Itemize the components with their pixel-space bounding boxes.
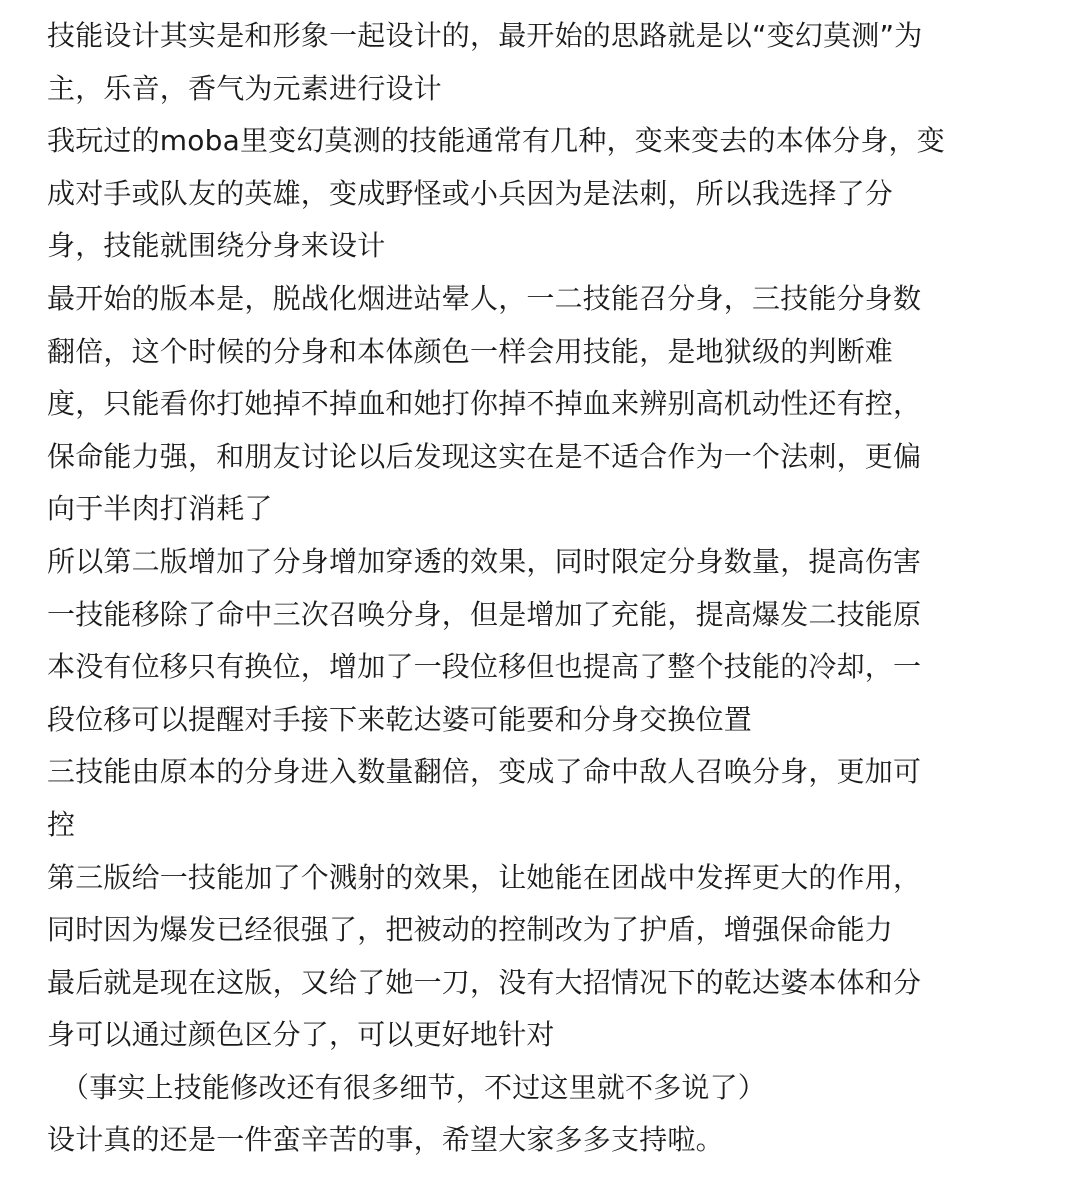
text-line: （事实上技能修改还有很多细节，不过这里就不多说了）	[61, 1070, 767, 1104]
text-line: 本没有位移只有换位，增加了一段位移但也提高了整个技能的冷却，一	[47, 650, 922, 684]
text-line: 度，只能看你打她掉不掉血和她打你掉不掉血来辨别高机动性还有控，	[47, 387, 922, 421]
text-line: 向于半肉打消耗了	[47, 492, 273, 526]
text-line: 最后就是现在这版，又给了她一刀，没有大招情况下的乾达婆本体和分	[47, 965, 922, 999]
text-line: 设计真的还是一件蛮辛苦的事，希望大家多多支持啦。	[47, 1123, 724, 1157]
text-line: 所以第二版增加了分身增加穿透的效果，同时限定分身数量，提高伤害	[47, 544, 922, 578]
text-line: 我玩过的moba里变幻莫测的技能通常有几种，变来变去的本体分身，变	[47, 124, 945, 158]
text-line: 成对手或队友的英雄，变成野怪或小兵因为是法刺，所以我选择了分	[47, 176, 894, 210]
text-line: 翻倍，这个时候的分身和本体颜色一样会用技能，是地狱级的判断难	[47, 334, 894, 368]
text-line: 第三版给一技能加了个溅射的效果，让她能在团战中发挥更大的作用，	[47, 860, 922, 894]
text-line: 身可以通过颜色区分了，可以更好地针对	[47, 1018, 555, 1052]
text-line: 三技能由原本的分身进入数量翻倍，变成了命中敌人召唤分身，更加可	[47, 755, 922, 789]
text-line: 技能设计其实是和形象一起设计的，最开始的思路就是以“变幻莫测”为	[47, 19, 923, 52]
text-line: 身，技能就围绕分身来设计	[47, 229, 386, 263]
document-body	[47, 10, 1047, 1167]
text-line: 控	[47, 807, 76, 841]
text-line: 同时因为爆发已经很强了，把被动的控制改为了护盾，增强保命能力	[47, 913, 894, 947]
text-line: 主，乐音，香气为元素进行设计	[47, 71, 442, 105]
text-line: 段位移可以提醒对手接下来乾达婆可能要和分身交换位置	[47, 702, 753, 736]
text-line: 保命能力强，和朋友讨论以后发现这实在是不适合作为一个法刺，更偏	[47, 439, 922, 473]
text-line: 一技能移除了命中三次召唤分身，但是增加了充能，提高爆发二技能原	[47, 597, 922, 631]
text-line: 最开始的版本是，脱战化烟进站晕人，一二技能召分身，三技能分身数	[47, 281, 922, 315]
